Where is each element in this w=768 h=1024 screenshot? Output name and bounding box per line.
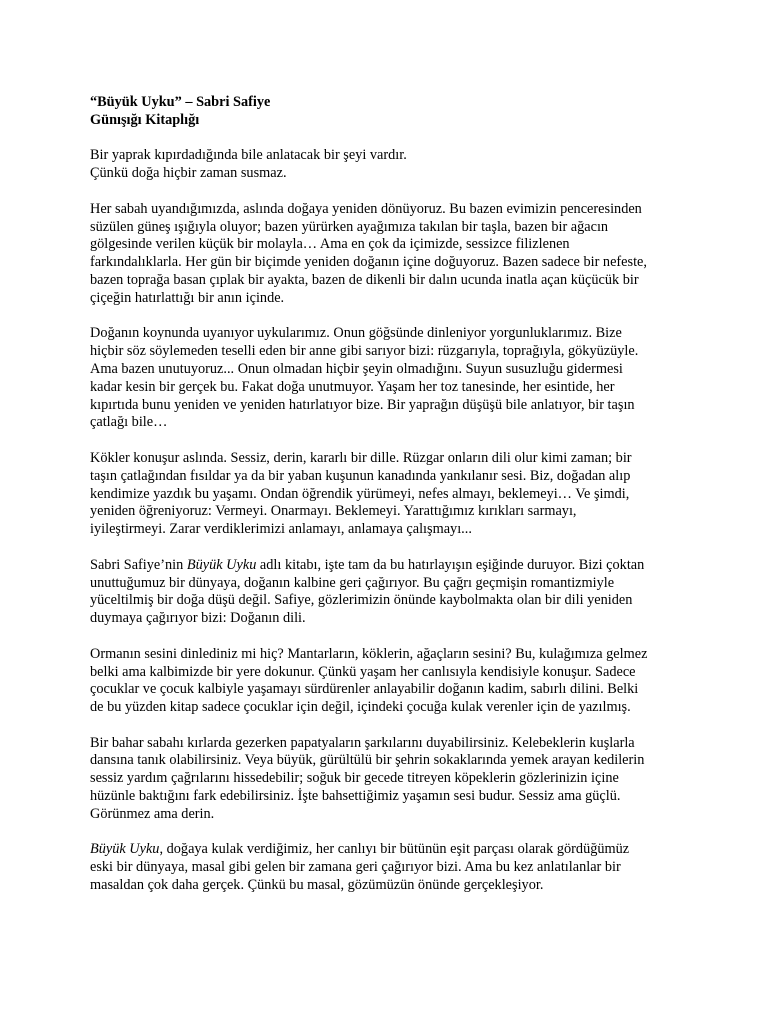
text-line [90, 699, 690, 717]
text-line [90, 770, 690, 788]
text-line [90, 735, 690, 753]
text-segment: Bir bahar sabahı kırlarda gezerken papatyaların şarkılarını duyabilirsiniz. Kelebeklerin kuşlarla [90, 734, 635, 751]
text-line [90, 859, 690, 877]
paragraph [90, 147, 690, 183]
paragraph [90, 557, 690, 628]
text-segment: kadar kesin bir gerçek bu. Fakat doğa unutmuyor. Yaşam her toz tanesinde, her esintide, her [90, 378, 615, 395]
paragraph [90, 735, 690, 824]
text-segment: Görünmez ama derin. [90, 805, 215, 822]
text-line [90, 806, 690, 824]
text-segment: hüzünle baktığını fark edebilirsiniz. İşte bahsettiğimiz yaşamın sesi budur. Sessiz ama güçlü. [90, 788, 621, 805]
text-segment: Bir yaprak kıpırdadığında bile anlatacak bir şeyi vardır. [90, 147, 407, 164]
text-segment: çocuklar ve çocuk kalbiyle yaşamayı sürdürenler anlayabilir doğanın kadim, sabırlı dilini. Belki [90, 681, 639, 698]
text-line [90, 343, 690, 361]
text-segment: adlı kitabı, işte tam da bu hatırlayışın eşiğinde duruyor. Bizi çoktan [256, 556, 645, 573]
text-segment: duymaya çağırıyor bizi: Doğanın dili. [90, 610, 306, 627]
text-segment: süzülen güneş ışığıyla oluyor; bazen yürürken ayağımıza takılan bir taşla, bazen bir ağacın [90, 218, 609, 235]
text-line [90, 254, 690, 272]
text-segment: Kökler konuşur aslında. Sessiz, derin, kararlı bir dille. Rüzgar onların dili olur kimi zaman; bir [90, 449, 632, 466]
text-segment: belki ama kalbimizde bir yere dokunur. Çünkü yaşam her canlısıyla kendisiyle konuşur. Sadece [90, 663, 636, 680]
text-segment: Sabri Safiye’nin [90, 556, 187, 573]
text-segment: yeniden öğreniyoruz: Vermeyi. Onarmayı. Beklemeyi. Yarattığımız kırıkları sarmayı, [90, 503, 577, 520]
text-segment: çiçeğin hatırlattığı bir anın içinde. [90, 289, 285, 306]
text-line [90, 646, 690, 664]
text-line [90, 325, 690, 343]
text-segment: iyileştirmeyi. Zarar verdiklerimizi anlamayı, anlamaya çalışmayı... [90, 521, 472, 538]
paragraph [90, 646, 690, 717]
book-title-italic: Büyük Uyku [90, 841, 160, 858]
text-line [90, 752, 690, 770]
publisher-name: Günışığı Kitaplığı [90, 111, 200, 128]
text-line [90, 397, 690, 415]
document-body [90, 147, 690, 894]
document-header [90, 94, 690, 130]
book-title-italic: Büyük Uyku [186, 556, 257, 573]
text-line [90, 219, 690, 237]
paragraph [90, 841, 690, 894]
text-line [90, 610, 690, 628]
text-line [90, 201, 690, 219]
text-segment: , doğaya kulak verdiğimiz, her canlıyı bir bütünün eşit parçası olarak gördüğümüz [159, 841, 630, 858]
document-page [90, 94, 690, 913]
text-segment: gölgesinde verilen küçük bir molayla… Ama en çok da içimizde, sessizce filizlenen [90, 236, 570, 253]
text-segment: Ama bazen unutuyoruz... Onun olmadan hiçbir şeyin olmadığını. Suyun susuzluğu gidermesi [90, 360, 623, 377]
text-segment: eski bir dünyaya, masal gibi gelen bir zamana geri çağırıyor bizi. Ama bu kez anlatılanlar bir [90, 859, 621, 876]
text-line [90, 486, 690, 504]
paragraph [90, 201, 690, 308]
text-segment: Ormanın sesini dinlediniz mi hiç? Mantarların, köklerin, ağaçların sesini? Bu, kulağımıza gelmez [90, 645, 648, 662]
text-segment: farkındalıklarla. Her gün bir biçimde yeniden doğanın içine doğuyoruz. Bazen sadece bir nefeste, [90, 254, 647, 271]
text-line [90, 664, 690, 682]
text-segment: dansına tanık olabilirsiniz. Veya büyük, gürültülü bir şehrin sokaklarında yemek arayan kedilerin [90, 752, 645, 769]
text-segment: masaldan çok daha gerçek. Çünkü bu masal, gözümüzün önünde gerçekleşiyor. [90, 877, 544, 894]
text-segment: taşın çatlağından fısıldar ya da bir yaban kuşunun kanadında yankılanır sesi. Biz, doğadan alıp [90, 467, 631, 484]
text-line [90, 592, 690, 610]
text-line [90, 575, 690, 593]
text-segment: kendimize yazdık bu yaşamı. Ondan öğrendik yürümeyi, nefes almayı, beklemeyi… Ve şimdi, [90, 485, 630, 502]
text-segment: de bu yüzden kitap sadece çocuklar için değil, içindeki çocuğa kulak verenler için de yazılmış. [90, 699, 631, 716]
text-segment: Her sabah uyandığımızda, aslında doğaya yeniden dönüyoruz. Bu bazen evimizin penceresinden [90, 200, 642, 217]
text-line [90, 236, 690, 254]
text-line [90, 681, 690, 699]
text-line [90, 450, 690, 468]
text-line [90, 557, 690, 575]
text-line [90, 788, 690, 806]
text-line [90, 521, 690, 539]
text-line [90, 272, 690, 290]
text-segment: çatlağı bile… [90, 414, 168, 431]
document-title: “Büyük Uyku” – Sabri Safiye [90, 94, 271, 110]
paragraph [90, 325, 690, 432]
text-line [90, 379, 690, 397]
text-segment: Çünkü doğa hiçbir zaman susmaz. [90, 165, 287, 182]
text-segment: yüceltilmiş bir doğa düşü değil. Safiye, gözlerimizin önünde kaybolmakta olan bir dili yeniden [90, 592, 633, 609]
text-line [90, 361, 690, 379]
text-line [90, 147, 690, 165]
text-line [90, 503, 690, 521]
text-line [90, 841, 690, 859]
text-segment: bazen toprağa basan çıplak bir ayakta, bazen de dikenli bir dalın ucunda inatla açan küçücük bir [90, 271, 639, 288]
text-line [90, 290, 690, 308]
text-segment: Doğanın koynunda uyanıyor uykularımız. Onun göğsünde dinleniyor yorgunluklarımız. Bize [90, 325, 622, 342]
text-segment: unuttuğumuz bir dünyaya, doğanın kalbine geri çağırıyor. Bu çağrı geçmişin romantizmiyle [90, 574, 615, 591]
text-segment: hiçbir söz söylemeden teselli eden bir anne gibi sarıyor bizi: rüzgarıyla, toprağıyla, gökyüzüyle. [90, 343, 639, 360]
paragraph [90, 450, 690, 539]
text-line [90, 414, 690, 432]
text-segment: sessiz yardım çağrılarını hissedebilir; soğuk bir gecede titreyen köpeklerin gözlerinizin içine [90, 770, 619, 787]
text-line [90, 877, 690, 895]
text-line [90, 468, 690, 486]
text-segment: kıpırtıda bunu yeniden ve yeniden hatırlatıyor bize. Bir yaprağın düşüşü bile anlatıyor, bir taşın [90, 396, 635, 413]
text-line [90, 165, 690, 183]
